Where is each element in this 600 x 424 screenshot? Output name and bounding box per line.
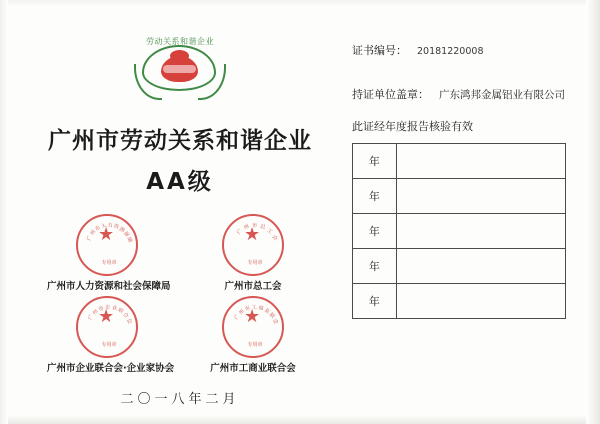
table-row bbox=[353, 249, 566, 284]
certificate-right-panel bbox=[352, 42, 566, 319]
seal-ring-char: 工 bbox=[265, 227, 274, 236]
seal-ring-char: 保 bbox=[122, 230, 131, 239]
seal-ring-char: 会 bbox=[270, 234, 279, 242]
certificate-number-row bbox=[352, 42, 566, 58]
certificate-grade: AA级 bbox=[146, 169, 214, 195]
verification-entry-cell[interactable] bbox=[396, 144, 565, 179]
seal-bottom-text: 专用章 bbox=[247, 260, 263, 266]
seal-row-second bbox=[30, 296, 330, 374]
year-label-cell: 年 bbox=[353, 249, 397, 284]
year-label-cell: 年 bbox=[353, 144, 397, 179]
seal-ring-char: 广 bbox=[233, 313, 242, 321]
seal-group bbox=[30, 214, 330, 374]
year-label-cell: 年 bbox=[353, 179, 397, 214]
seal-ring-char: 工 bbox=[251, 304, 258, 312]
seal-bottom-text: 专用章 bbox=[247, 342, 263, 348]
verification-entry-cell[interactable] bbox=[396, 249, 565, 284]
verification-notice: 此证经年度报告核验有效 bbox=[352, 120, 473, 133]
issue-date: 二〇一八年二月 bbox=[120, 392, 240, 407]
seal-ring-char: 会 bbox=[271, 318, 279, 326]
year-label-cell: 年 bbox=[353, 214, 397, 249]
year-label-cell: 年 bbox=[353, 284, 397, 319]
official-seal-icon bbox=[222, 296, 284, 358]
verification-entry-cell[interactable] bbox=[396, 179, 565, 214]
seal-ring-char: 广 bbox=[236, 228, 245, 236]
seal-ring-char: 联 bbox=[116, 307, 125, 316]
seal-unit bbox=[193, 296, 313, 374]
seal-ring-char: 联 bbox=[267, 312, 276, 320]
table-row bbox=[353, 214, 566, 249]
seal-ring-char: 商 bbox=[257, 305, 264, 313]
seal-row-first bbox=[30, 214, 330, 292]
seal-ring-char: 力 bbox=[107, 222, 113, 230]
seal-ring-char: 州 bbox=[243, 223, 251, 232]
seal-ring-char: 广 bbox=[86, 234, 94, 242]
emblem-arc-label: 劳动关系和谐企业 bbox=[146, 37, 214, 46]
harmonious-labor-relations-emblem-icon bbox=[124, 34, 236, 112]
seal-ring-char: 源 bbox=[118, 226, 126, 235]
emblem-leaf-right-icon bbox=[198, 64, 226, 100]
certificate-left-panel bbox=[30, 34, 330, 407]
emblem-handshake-icon bbox=[161, 56, 198, 82]
scan-edge-left bbox=[0, 0, 8, 424]
seal-unit bbox=[193, 214, 313, 292]
verification-entry-cell[interactable] bbox=[396, 214, 565, 249]
seal-ring-char: 业 bbox=[111, 305, 118, 312]
seal-unit bbox=[47, 214, 171, 292]
seal-ring-char: 市 bbox=[244, 305, 252, 313]
certificate-number-label: 证书编号： bbox=[352, 44, 407, 57]
seal-ring-char: 业 bbox=[263, 307, 271, 316]
seal-ring-char: 企 bbox=[104, 304, 111, 312]
seal-ring-char: 障 bbox=[125, 236, 133, 244]
verification-entry-cell[interactable] bbox=[396, 284, 565, 319]
scan-edge-bottom bbox=[0, 414, 600, 424]
scan-edge-right bbox=[586, 0, 600, 424]
table-row bbox=[353, 179, 566, 214]
seal-bottom-text: 专用章 bbox=[101, 342, 117, 348]
scan-edge-top bbox=[0, 0, 600, 7]
table-row bbox=[353, 144, 566, 179]
seal-ring-char: 资 bbox=[113, 223, 120, 231]
seal-bottom-text: 专用章 bbox=[101, 260, 117, 266]
holder-unit-label: 持证单位盖章： bbox=[352, 88, 429, 101]
certificate-title: 广州市劳动关系和谐企业 bbox=[48, 128, 312, 154]
seal-ring-char: 州 bbox=[238, 308, 246, 317]
holder-unit-row bbox=[352, 86, 566, 102]
table-row bbox=[353, 284, 566, 319]
seal-ring-char: 广 bbox=[87, 313, 96, 322]
seal-ring-char: 市 bbox=[251, 222, 258, 230]
official-seal-icon bbox=[76, 296, 138, 358]
certificate-number-value: 20181220008 bbox=[417, 46, 484, 57]
holder-unit-value: 广东鸿邦金属铝业有限公司 bbox=[439, 89, 565, 101]
official-seal-icon bbox=[76, 214, 138, 276]
seal-ring-char: 州 bbox=[91, 308, 100, 317]
seal-caption: 广州市企业联合会·企业家协会 bbox=[47, 363, 175, 374]
seal-ring-char: 市 bbox=[97, 305, 106, 314]
seal-ring-char: 市 bbox=[94, 224, 103, 233]
annual-verification-table bbox=[352, 143, 566, 319]
seal-ring-char: 州 bbox=[89, 228, 98, 237]
official-seal-icon bbox=[222, 214, 284, 276]
seal-caption: 广州市工商业联合会 bbox=[210, 363, 296, 374]
seal-caption: 广州市人力资源和社会保障局 bbox=[47, 281, 171, 292]
seal-unit bbox=[47, 296, 175, 374]
seal-ring-char: 人 bbox=[100, 222, 108, 231]
seal-caption: 广州市总工会 bbox=[224, 281, 282, 292]
seal-ring-char: 合 bbox=[121, 311, 130, 320]
emblem-leaf-left-icon bbox=[134, 64, 162, 100]
seal-ring-char: 总 bbox=[259, 223, 266, 231]
seal-ring-char: 会 bbox=[124, 317, 133, 326]
